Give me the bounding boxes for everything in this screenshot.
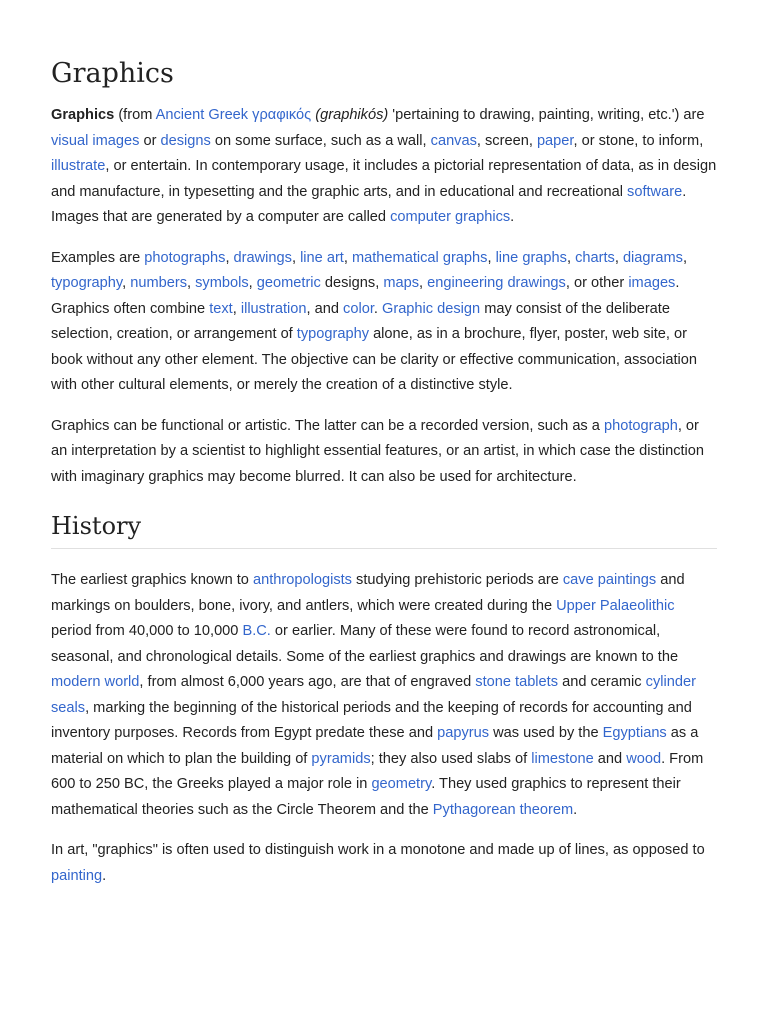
link-pyramids[interactable]: pyramids xyxy=(311,750,371,767)
history-heading-block xyxy=(51,512,717,549)
text-span: , xyxy=(614,249,623,266)
link-line-art[interactable]: line art xyxy=(300,249,344,266)
text-span: , from almost 6,000 years ago, are that of engraved xyxy=(139,674,476,690)
history-paragraph-2 xyxy=(51,838,717,889)
text-span: , xyxy=(187,275,196,291)
intro-paragraph-1 xyxy=(51,103,717,231)
text-span: , xyxy=(682,249,688,266)
text-span: ; they also used slabs of xyxy=(370,750,532,767)
page-title: Graphics xyxy=(51,58,174,89)
text-span: designs, xyxy=(320,275,384,291)
text-span: may consist of the deliberate selection, creation, or arrangement of xyxy=(51,300,670,342)
text-span: as a material on which to plan the building of xyxy=(51,725,699,767)
link-symbols[interactable]: symbols xyxy=(195,275,249,291)
link-drawings[interactable]: drawings xyxy=(233,249,292,266)
link-wood[interactable]: wood xyxy=(626,750,662,767)
lead-term: Graphics xyxy=(51,107,115,123)
link-photographs[interactable]: photographs xyxy=(144,249,226,266)
link-pythagorean-theorem[interactable]: Pythagorean theorem xyxy=(432,801,574,818)
link-bc[interactable]: B.C. xyxy=(242,623,271,639)
link-mathematical-graphs[interactable]: mathematical graphs xyxy=(351,249,488,266)
text-span: . xyxy=(573,801,578,818)
link-modern-world[interactable]: modern world xyxy=(51,674,140,690)
text-span: and ceramic xyxy=(558,674,646,690)
link-computer-graphics[interactable]: computer graphics xyxy=(390,209,511,225)
text-span: . xyxy=(510,209,515,225)
link-cylinder-seals[interactable]: cylinder seals xyxy=(51,674,696,716)
text-span: , xyxy=(419,275,428,291)
intro-paragraph-3 xyxy=(51,414,717,491)
link-images[interactable]: images xyxy=(628,275,676,291)
text-span: was used by the xyxy=(489,725,603,741)
text-span: and xyxy=(593,750,627,767)
text-span: , marking the beginning of the historical periods and the keeping of records for accounting and inventory purposes. Records from Egypt predate these and xyxy=(51,699,692,741)
link-stone-tablets[interactable]: stone tablets xyxy=(475,674,559,690)
intro-section xyxy=(51,103,717,490)
link-line-graphs[interactable]: line graphs xyxy=(495,249,567,266)
link-diagrams[interactable]: diagrams xyxy=(622,249,683,266)
link-limestone[interactable]: limestone xyxy=(531,750,594,767)
link-graphikos-greek[interactable]: γραφικός xyxy=(252,107,312,123)
text-span: , xyxy=(566,249,576,266)
link-visual-images[interactable]: visual images xyxy=(51,132,140,149)
text-span: alone, as in a brochure, flyer, poster, web site, or book without any other element. The objective can be clarity or effective communication, association with other cultural elements, or merely the creation of a distinctive style. xyxy=(51,326,697,393)
text-span: 'pertaining to drawing, painting, writing, etc.') are xyxy=(388,107,705,123)
text-span: Examples are xyxy=(51,249,145,266)
link-graphic-design[interactable]: Graphic design xyxy=(381,300,481,317)
history-section xyxy=(51,568,717,889)
text-span: . Images that are generated by a computer are called xyxy=(51,183,687,225)
text-span: period from 40,000 to 10,000 xyxy=(51,623,243,639)
text-span: on some surface, such as a wall, xyxy=(210,132,431,149)
text-span: , xyxy=(122,275,131,291)
text-span: studying prehistoric periods are xyxy=(351,572,563,588)
link-text[interactable]: text xyxy=(209,300,233,317)
text-span: The earliest graphics known to xyxy=(51,572,253,588)
link-canvas[interactable]: canvas xyxy=(430,132,477,149)
link-charts[interactable]: charts xyxy=(575,249,615,266)
text-span: . xyxy=(102,867,107,884)
link-color[interactable]: color xyxy=(343,300,374,317)
text-span: and markings on boulders, bone, ivory, and antlers, which were created during the xyxy=(51,572,685,614)
link-paper[interactable]: paper xyxy=(536,132,574,149)
text-span: , screen, xyxy=(476,132,537,149)
intro-paragraph-2 xyxy=(51,246,717,399)
text-span: , and xyxy=(306,300,344,317)
text-span: In art, "graphics" is often used to distinguish work in a monotone and made up of lines, as opposed to xyxy=(51,842,705,858)
text-span: Graphics can be functional or artistic. The latter can be a recorded version, such as a xyxy=(51,417,604,434)
history-paragraph-1 xyxy=(51,568,717,823)
text-span: , xyxy=(291,249,301,266)
link-upper-palaeolithic[interactable]: Upper Palaeolithic xyxy=(556,597,675,614)
link-cave-paintings[interactable]: cave paintings xyxy=(562,572,657,588)
link-designs[interactable]: designs xyxy=(160,132,211,149)
link-geometric[interactable]: geometric xyxy=(256,275,321,291)
link-illustration[interactable]: illustration xyxy=(240,300,307,317)
link-geometry[interactable]: geometry xyxy=(371,776,432,792)
text-span: , or stone, to inform, xyxy=(573,132,704,149)
text-span: . Graphics often combine xyxy=(51,275,680,317)
text-span: , xyxy=(487,249,496,266)
link-illustrate[interactable]: illustrate xyxy=(51,158,106,174)
transliteration: (graphikós) xyxy=(315,107,389,123)
history-heading: History xyxy=(51,512,717,549)
text-span: , or other xyxy=(565,275,629,291)
text-span: or xyxy=(139,132,161,149)
text-span: . They used graphics to represent their mathematical theories such as the Circle Theorem and the xyxy=(51,776,681,818)
link-painting[interactable]: painting xyxy=(51,867,103,884)
link-papyrus[interactable]: papyrus xyxy=(437,725,490,741)
link-typography-2[interactable]: typography xyxy=(296,326,370,342)
link-software[interactable]: software xyxy=(627,183,683,200)
text-span: , or an interpretation by a scientist to highlight essential features, or an artist, in which case the distinction with imaginary graphics may become blurred. It can also be used for architecture. xyxy=(51,417,705,485)
link-numbers[interactable]: numbers xyxy=(130,275,188,291)
text-span: . xyxy=(373,300,382,317)
text-span: (from xyxy=(114,107,156,123)
link-anthropologists[interactable]: anthropologists xyxy=(252,572,352,588)
link-egyptians[interactable]: Egyptians xyxy=(602,725,667,741)
link-typography[interactable]: typography xyxy=(51,275,123,291)
link-photograph[interactable]: photograph xyxy=(603,417,678,434)
link-engineering-drawings[interactable]: engineering drawings xyxy=(427,275,566,291)
text-span: , xyxy=(225,249,234,266)
link-ancient-greek[interactable]: Ancient Greek xyxy=(155,107,249,123)
text-span: , or entertain. In contemporary usage, it includes a pictorial representation of data, as in design and manufacture, in typesetting and the graphic arts, and in educational and recreational xyxy=(51,158,717,200)
text-span: . From 600 to 250 BC, the Greeks played a major role in xyxy=(51,750,704,792)
text-span: , xyxy=(248,275,257,291)
text-span: , xyxy=(343,249,352,266)
text-span: or earlier. Many of these were found to record astronomical, seasonal, and chronological details. Some of the earliest graphics and drawings are known to the xyxy=(51,623,679,665)
link-maps[interactable]: maps xyxy=(383,275,419,291)
text-span: , xyxy=(232,300,241,317)
